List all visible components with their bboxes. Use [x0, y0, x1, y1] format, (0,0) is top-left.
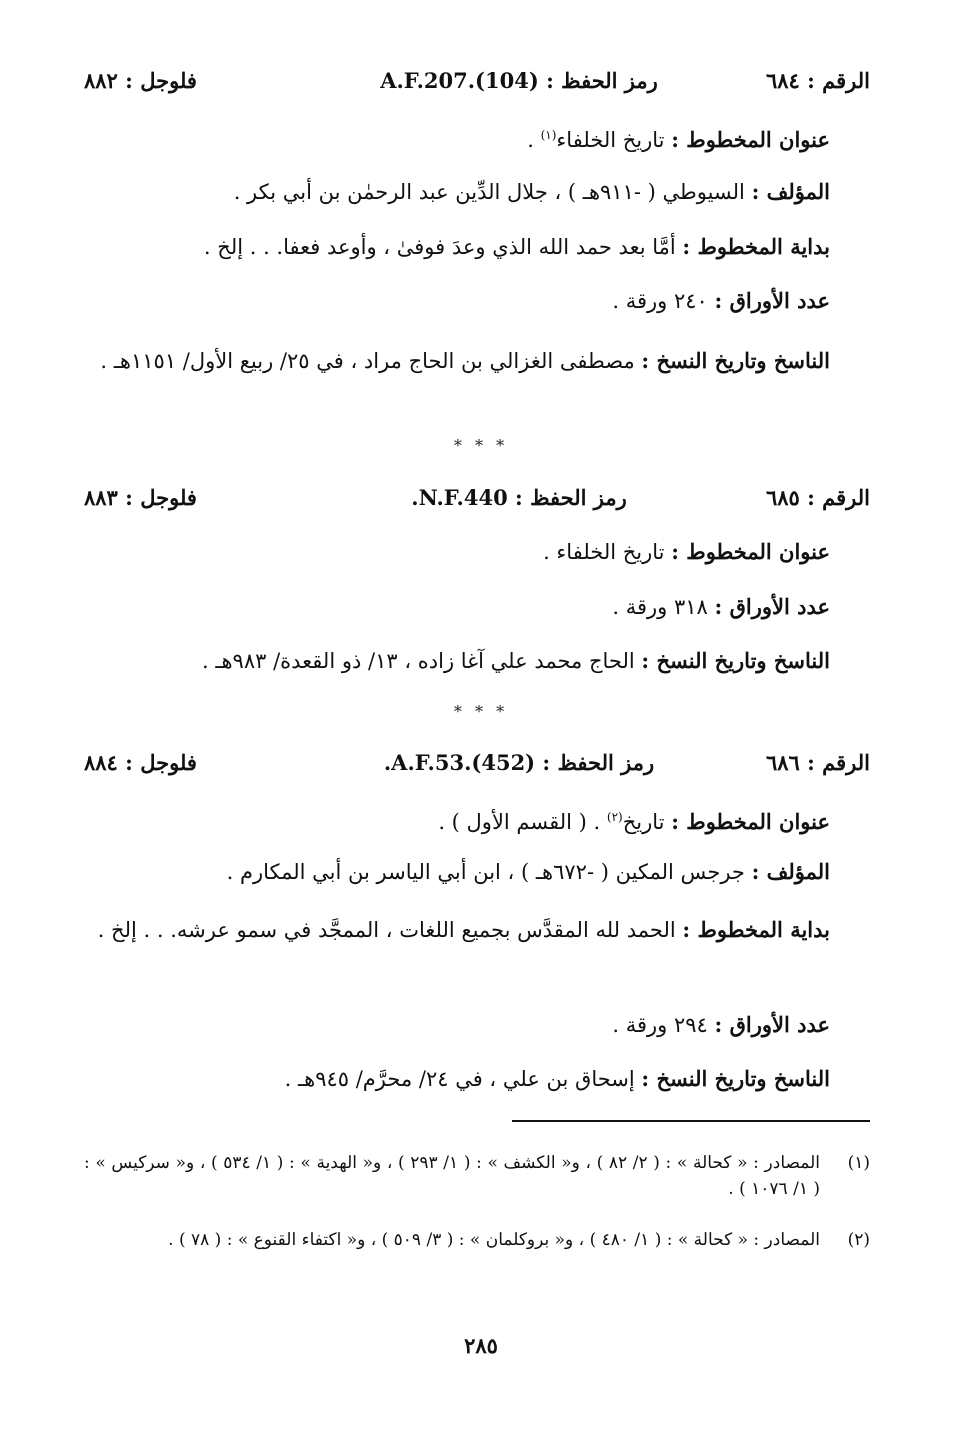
entry-header: [84, 483, 870, 513]
footnote-text: المصادر : « كحالة » : ( ٢/ ٨٢ ) ، و« الكشف » : ( ١/ ٢٩٣ ) ، و« الهدية » : ( ١/ ٥٣٤ ) ، و« سركيس » : ( ١/ ١٠٧٦ ) .: [84, 1153, 820, 1199]
incipit-label: بداية المخطوط :: [682, 234, 830, 259]
copyist-line: [84, 340, 870, 382]
entry-number: الرقم : ٦٨٦: [765, 750, 870, 775]
incipit-value: أمَّا بعد حمد الله الذي وعدَ فوفىٰ ، وأوعد فعفا. . . إلخ .: [203, 235, 676, 259]
section-separator: * * *: [453, 436, 509, 455]
copyist-value: إسحاق بن علي ، في ٢٤/ محرَّم/ ٩٤٥هـ .: [284, 1067, 635, 1091]
leaves-line: [84, 286, 870, 316]
leaves-label: عدد الأوراق :: [714, 594, 830, 619]
leaves-line: [84, 1010, 870, 1040]
author-label: المؤلف :: [751, 179, 830, 204]
incipit-line: [84, 232, 870, 262]
title-value: تاريخ الخلفاء .: [543, 540, 665, 564]
leaves-label: عدد الأوراق :: [714, 1012, 830, 1037]
title-line: [84, 120, 870, 155]
author-line: [84, 177, 870, 207]
incipit-line: [84, 908, 870, 952]
incipit-label: بداية المخطوط :: [682, 917, 830, 942]
title-label: عنوان المخطوط :: [671, 127, 830, 152]
footnote-ref: (١): [540, 128, 557, 142]
footnote-ref: (٢): [606, 810, 623, 824]
copyist-value: مصطفى الغزالي بن الحاج مراد ، في ٢٥/ ربيع الأول/ ١١٥١هـ .: [100, 349, 635, 373]
footnote: [84, 1227, 870, 1253]
author-line: [84, 857, 870, 887]
section-separator: * * *: [453, 702, 509, 721]
footnote-text: المصادر : « كحالة » : ( ١/ ٤٨٠ ) ، و« بروكلمان » : ( ٣/ ٥٠٩ ) ، و« اكتفاء القنوع » : ( ٧٨ ) .: [168, 1230, 820, 1250]
incipit-value: الحمد لله المقدَّس بجميع اللغات ، الممجَّد في سمو عرشه. . . إلخ .: [97, 918, 676, 942]
flugel-number: فلوجل : ٨٨٣: [84, 485, 197, 510]
shelfmark: رمز الحفظ : A.F.207.(104): [380, 68, 658, 93]
title-line: [84, 537, 870, 567]
leaves-line: [84, 592, 870, 622]
footnote-rule: [512, 1120, 870, 1122]
title-label: عنوان المخطوط :: [671, 809, 830, 834]
author-label: المؤلف :: [751, 859, 830, 884]
page-number: ٢٨٥: [464, 1333, 498, 1358]
footnote: [84, 1150, 870, 1202]
author-value: السيوطي ( -٩١١هـ ) ، جلال الدِّين عبد الرحمٰن بن أبي بكر .: [233, 180, 745, 204]
footnote-number: (١): [847, 1153, 870, 1173]
title-value: تاريخ الخلفاء: [556, 128, 665, 152]
entry-number: الرقم : ٦٨٥: [765, 485, 870, 510]
footnote-number: (٢): [847, 1230, 870, 1250]
copyist-value: الحاج محمد علي آغا زاده ، ١٣/ ذو القعدة/ ٩٨٣هـ .: [201, 649, 635, 673]
title-end: . ( القسم الأول ) .: [438, 810, 607, 834]
title-end: .: [527, 128, 541, 152]
copyist-label: الناسخ وتاريخ النسخ :: [641, 648, 830, 673]
entry-header: [84, 66, 870, 96]
title-line: [84, 802, 870, 837]
title-value: تاريخ: [622, 810, 665, 834]
entry-number: الرقم : ٦٨٤: [765, 68, 870, 93]
title-label: عنوان المخطوط :: [671, 539, 830, 564]
flugel-number: فلوجل : ٨٨٤: [84, 750, 197, 775]
entry-header: [84, 748, 870, 778]
leaves-label: عدد الأوراق :: [714, 288, 830, 313]
copyist-line: [84, 1064, 870, 1094]
leaves-value: ٣١٨ ورقة .: [612, 595, 708, 619]
leaves-value: ٢٤٠ ورقة .: [612, 289, 708, 313]
author-value: جرجس المكين ( -٦٧٢هـ ) ، ابن أبي الياسر بن أبي المكارم .: [226, 860, 745, 884]
shelfmark: رمز الحفظ : N.F.440.: [411, 485, 627, 510]
shelfmark: رمز الحفظ : A.F.53.(452).: [383, 750, 655, 775]
copyist-label: الناسخ وتاريخ النسخ :: [641, 348, 830, 373]
leaves-value: ٢٩٤ ورقة .: [612, 1013, 708, 1037]
copyist-label: الناسخ وتاريخ النسخ :: [641, 1066, 830, 1091]
flugel-number: فلوجل : ٨٨٢: [84, 68, 197, 93]
copyist-line: [84, 646, 870, 676]
